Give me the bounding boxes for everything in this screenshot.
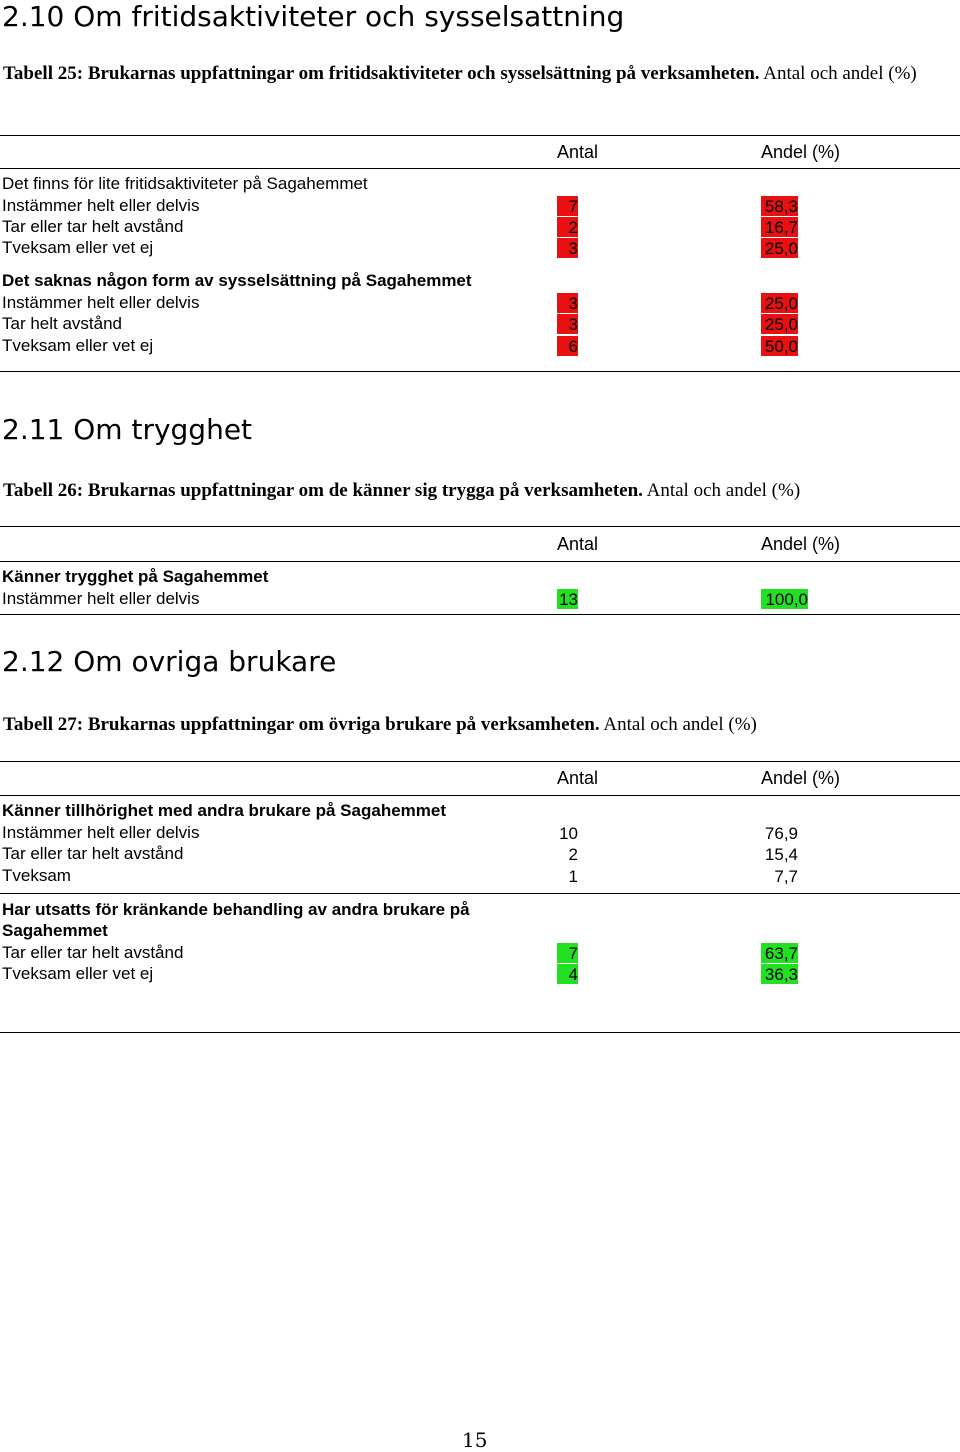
cell-andel: 25,0 bbox=[761, 314, 798, 334]
cell-antal: 13 bbox=[557, 589, 578, 609]
section-heading-2-10: 2.10 Om fritidsaktiviteter och sysselsattning bbox=[2, 0, 625, 33]
cell-andel: 36,3 bbox=[761, 964, 798, 984]
column-header-antal: Antal bbox=[557, 142, 599, 162]
table-bottom-rule bbox=[0, 614, 960, 615]
cell-andel: 58,3 bbox=[761, 196, 798, 216]
cell-andel: 25,0 bbox=[761, 293, 798, 313]
cell-andel: 50,0 bbox=[761, 336, 798, 356]
cell-antal: 4 bbox=[557, 964, 578, 984]
row-label: Tar helt avstånd bbox=[2, 314, 123, 333]
table-caption-27 bbox=[3, 712, 953, 737]
group-title: Känner trygghet på Sagahemmet bbox=[2, 567, 269, 586]
row-label: Instämmer helt eller delvis bbox=[2, 293, 200, 312]
caption-bold: Tabell 26: Brukarnas uppfattningar om de känner sig trygga på verksamheten. bbox=[3, 480, 643, 501]
cell-antal: 7 bbox=[557, 196, 578, 216]
column-header-antal: Antal bbox=[557, 534, 599, 554]
column-header-andel: Andel (%) bbox=[761, 768, 841, 788]
row-label: Tveksam eller vet ej bbox=[2, 238, 154, 257]
group-title: Känner tillhörighet med andra brukare på Sagahemmet bbox=[2, 801, 447, 820]
page-number: 15 bbox=[462, 1428, 488, 1452]
row-label: Tveksam eller vet ej bbox=[2, 336, 154, 355]
table-caption-26 bbox=[3, 478, 953, 503]
header-rule bbox=[0, 561, 960, 562]
group-title: Det finns för lite fritidsaktiviteter på Sagahemmet bbox=[2, 174, 368, 193]
caption-bold: Tabell 27: Brukarnas uppfattningar om övriga brukare på verksamheten. bbox=[3, 714, 600, 735]
row-label: Tar eller tar helt avstånd bbox=[2, 217, 184, 236]
column-header-andel: Andel (%) bbox=[761, 142, 841, 162]
cell-antal: 3 bbox=[557, 293, 578, 313]
table-top-rule bbox=[0, 526, 960, 527]
row-label: Tveksam eller vet ej bbox=[2, 964, 154, 983]
row-label: Tar eller tar helt avstånd bbox=[2, 943, 184, 962]
table-bottom-rule bbox=[0, 371, 960, 372]
table-caption-25 bbox=[3, 61, 953, 86]
cell-antal: 3 bbox=[557, 314, 578, 334]
section-heading-2-11: 2.11 Om trygghet bbox=[2, 413, 253, 446]
cell-antal: 2 bbox=[557, 217, 578, 237]
row-label: Tar eller tar helt avstånd bbox=[2, 844, 184, 863]
cell-andel: 100,0 bbox=[761, 589, 808, 609]
caption-rest: Antal och andel (%) bbox=[642, 480, 801, 501]
cell-antal: 6 bbox=[557, 336, 578, 356]
row-label: Instämmer helt eller delvis bbox=[2, 589, 200, 608]
cell-andel: 76,9 bbox=[764, 824, 798, 843]
cell-antal: 2 bbox=[568, 845, 578, 864]
group-title-line1: Har utsatts för kränkande behandling av andra brukare på bbox=[2, 900, 470, 919]
caption-rest: Antal och andel (%) bbox=[759, 63, 917, 84]
section-heading-2-12: 2.12 Om ovriga brukare bbox=[2, 645, 337, 678]
caption-bold: Tabell 25: Brukarnas uppfattningar om fritidsaktiviteter och sysselsättning på verksamheten. bbox=[3, 63, 760, 84]
table-top-rule bbox=[0, 761, 960, 762]
cell-andel: 7,7 bbox=[774, 867, 798, 886]
group-rule bbox=[0, 893, 960, 894]
caption-rest: Antal och andel (%) bbox=[599, 714, 757, 735]
table-bottom-rule bbox=[0, 1032, 960, 1033]
row-label: Instämmer helt eller delvis bbox=[2, 823, 200, 842]
cell-antal: 3 bbox=[557, 238, 578, 258]
column-header-antal: Antal bbox=[557, 768, 599, 788]
cell-antal: 7 bbox=[557, 943, 578, 963]
row-label: Instämmer helt eller delvis bbox=[2, 196, 200, 215]
table-top-rule bbox=[0, 135, 960, 136]
header-rule bbox=[0, 168, 960, 169]
cell-andel: 63,7 bbox=[761, 943, 798, 963]
cell-antal: 10 bbox=[559, 824, 578, 843]
cell-andel: 25,0 bbox=[761, 238, 798, 258]
group-title-line2: Sagahemmet bbox=[2, 921, 108, 940]
header-rule bbox=[0, 795, 960, 796]
column-header-andel: Andel (%) bbox=[761, 534, 841, 554]
row-label: Tveksam bbox=[2, 866, 71, 885]
cell-andel: 16,7 bbox=[761, 217, 798, 237]
cell-andel: 15,4 bbox=[764, 845, 798, 864]
cell-antal: 1 bbox=[568, 867, 578, 886]
group-title: Det saknas någon form av sysselsättning på Sagahemmet bbox=[2, 271, 472, 290]
